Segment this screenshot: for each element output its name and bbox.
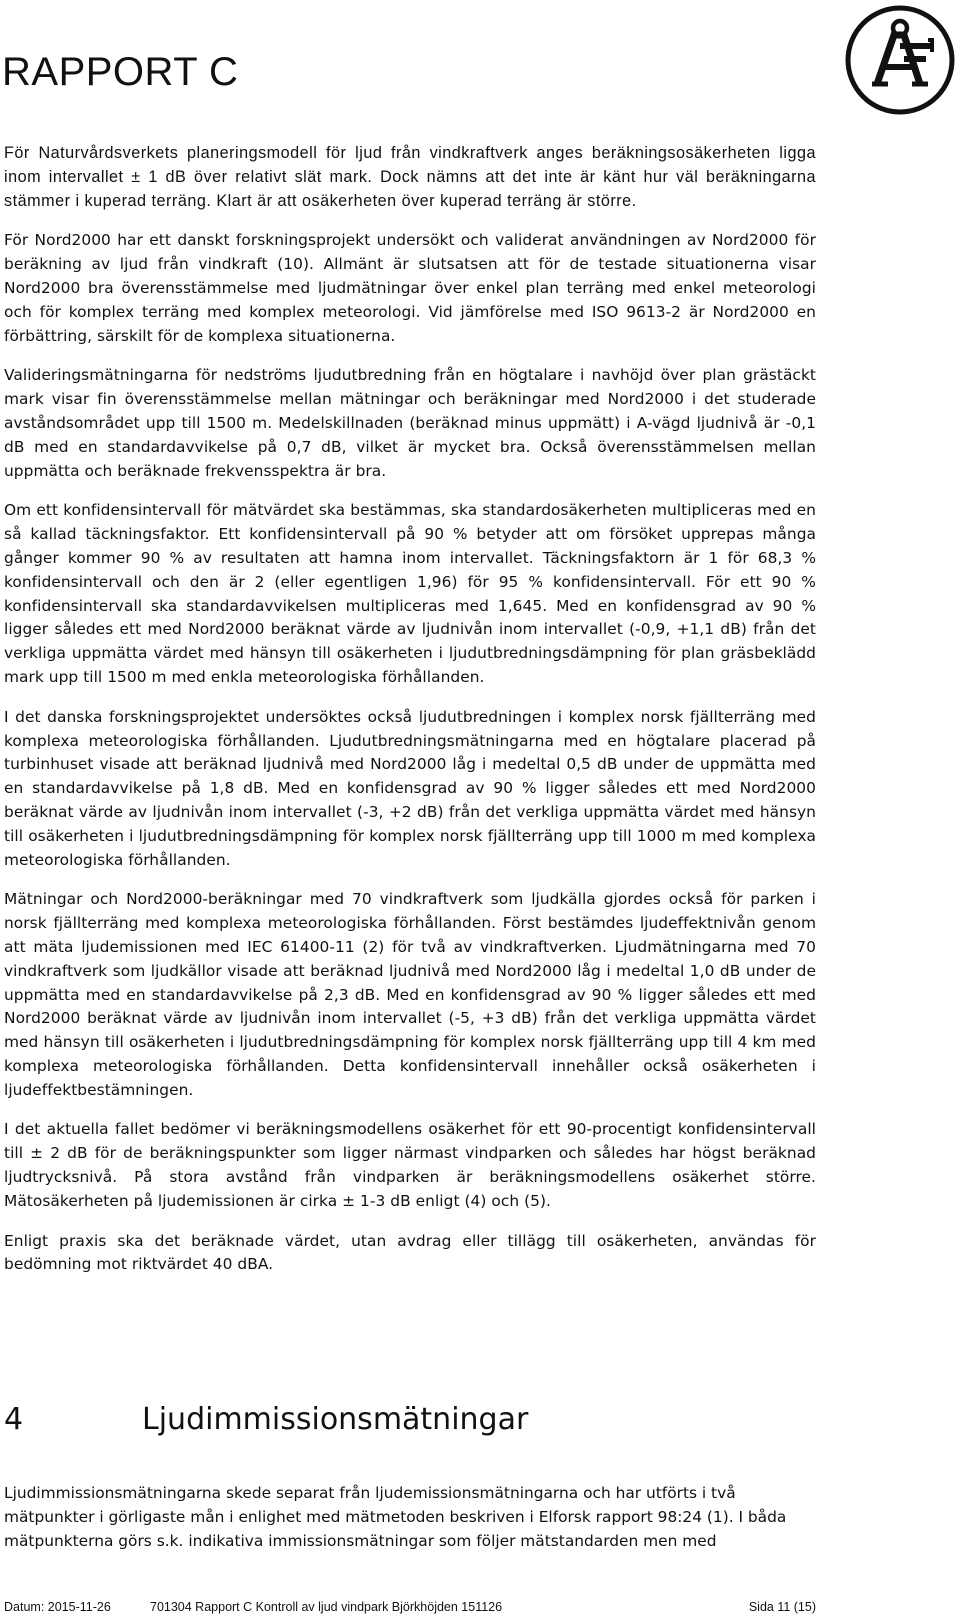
body-paragraph: Valideringsmätningarna för nedströms ljudutbredning från en högtalare i navhöjd över plan grästäckt mark visar fin överensstämmelse mellan mätningar och beräkningar med Nord2000 i det studerade avståndsområdet upp till 1500 m. Medelskillnaden (beräknad minus uppmätt) i A-vägd ljudnivå är -0,1 dB med en standardavvikelse på 0,7 dB, vilket är mycket bra. Också överensstämmelsen mellan uppmätta och beräknade frekvensspektra är bra. — [4, 366, 816, 480]
report-body — [4, 142, 816, 1277]
body-paragraph: I det aktuella fallet bedömer vi beräkningsmodellens osäkerhet för ett 90-procentigt konfidensintervall till ± 2 dB för de beräkningspunkter som ligger närmast vindparken och således har högst beräknad ljudtrycksnivå. På stora avstånd från vindparken är beräkningsmodellens osäkerhet större. Mätosäkerheten på ljudemissionen är cirka ± 1-3 dB enligt (4) och (5). — [4, 1120, 816, 1210]
body-paragraph: Enligt praxis ska det beräknade värdet, utan avdrag eller tillägg till osäkerheten, användas för bedömning mot riktvärdet 40 dBA. — [4, 1231, 816, 1274]
footer-page-number: Sida 11 (15) — [748, 1600, 816, 1614]
body-paragraph: För Nord2000 har ett danskt forskningsprojekt undersökt och validerat användningen av Nord2000 för beräkning av ljud från vindkraft (10). Allmänt är slutsatsen att för de testade situationerna visar Nord2000 bra överensstämmelse med ljudmätningar över enkel plan terräng med enkel meteorologi och för komplex terräng med komplex meteorologi. Vid jämförelse med ISO 9613-2 är Nord2000 en förbättring, särskilt för de komplexa situationerna. — [4, 231, 816, 345]
body-paragraph: Om ett konfidensintervall för mätvärdet ska bestämmas, ska standardosäkerheten multipliceras med en så kallad täckningsfaktor. Ett konfidensintervall på 90 % betyder att om försöket upprepas många gånger kommer 90 % av resultaten att hamna inom intervallet. Täckningsfaktorn är 1 för 68,3 % konfidensintervall och den är 2 (eller egentligen 1,96) för 95 % konfidensintervall. För ett 90 % konfidensintervall ska standardavvikelsen multipliceras med 1,645. Med en konfidensgrad av 90 % ligger således ett med Nord2000 beräknat värde av ljudnivån inom intervallet (-0,9, +1,1 dB) från det verkliga uppmätta värdet med hänsyn till osäkerheten i ljudutbredningsdämpning för plan gräsbeklädd mark upp till 1500 m med enkla meteorologiska förhållanden. — [4, 501, 816, 686]
af-logo-icon — [844, 4, 956, 116]
body-paragraph: I det danska forskningsprojektet undersöktes också ljudutbredningen i komplex norsk fjällterräng med komplexa meteorologiska förhållanden. Ljudutbredningsmätningarna med en högtalare placerad på turbinhuset visade att beräknad ljudnivå med Nord2000 låg i medeltal 0,5 dB under de uppmätta med en standardavvikelse på 1,8 dB. Med en konfidensgrad av 90 % ligger således ett med Nord2000 beräknat värde av ljudnivån inom intervallet (-3, +2 dB) från det verkliga uppmätta värdet med hänsyn till osäkerheten i ljudutbredningsdämpning för komplex norsk fjällterräng upp till 1000 m med komplexa meteorologiska förhållanden. — [4, 707, 816, 869]
footer-document: 701304 Rapport C Kontroll av ljud vindpark Björkhöjden 151126 — [150, 1600, 503, 1614]
section-heading — [4, 1402, 528, 1437]
page-footer — [4, 1600, 816, 1618]
section-title: Ljudimmissionsmätningar — [142, 1402, 529, 1437]
body-paragraph: För Naturvårdsverkets planeringsmodell för ljud från vindkraftverk anges beräkningsosäkerheten ligga inom intervallet ± 1 dB över relativt slät mark. Dock nämns att det inte är känt hur väl beräkningarna stämmer i kuperad terräng. Klart är att osäkerheten över kuperad terräng är större. — [4, 144, 816, 210]
page-title: RAPPORT C — [2, 50, 239, 94]
body-paragraph: Mätningar och Nord2000-beräkningar med 70 vindkraftverk som ljudkälla gjordes också för parken i norsk fjällterräng med komplexa meteorologiska förhållanden. Först bestämdes ljudeffektnivån genom att mäta ljudemissionen med IEC 61400-11 (2) för två av vindkraftverken. Ljudmätningarna med 70 vindkraftverk som ljudkällor visade att beräknad ljudnivå med Nord2000 låg i medeltal 1,0 dB under de uppmätta med en standardavvikelse på 2,3 dB. Med en konfidensgrad av 90 % ligger således ett med Nord2000 beräknat värde av ljudnivån inom intervallet (-5, +3 dB) från det verkliga uppmätta värdet med hänsyn till osäkerheten i ljudutbredningsdämpning för komplex norsk fjällterräng upp till 4 km med komplexa meteorologiska förhållanden. Detta konfidensintervall innehåller också osäkerheten i ljudeffektbestämningen. — [4, 890, 816, 1099]
footer-date: Datum: 2015-11-26 — [4, 1600, 111, 1614]
section-paragraph: Ljudimmissionsmätningarna skede separat från ljudemissionsmätningarna och har utförts i två mätpunkter i görligaste mån i enlighet med mätmetoden beskriven i Elforsk rapport 98:24 (1). I båda mätpunkterna görs s.k. indikativa immissionsmätningar som följer mätstandarden men med — [4, 1484, 787, 1550]
section-number: 4 — [4, 1402, 24, 1437]
